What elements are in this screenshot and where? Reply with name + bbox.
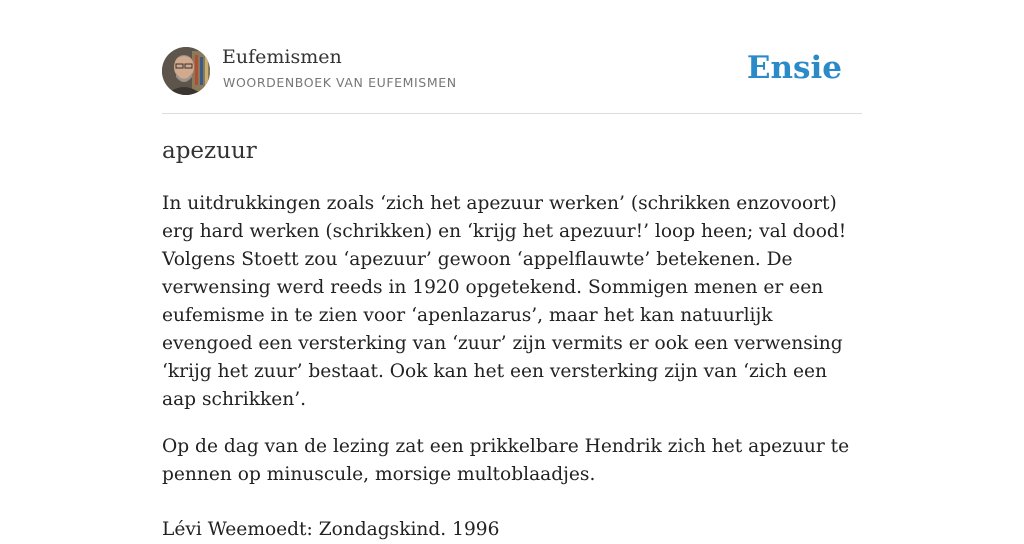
entry-definition: In uitdrukkingen zoals ‘zich het apezuur werken’ (schrikken enzovoort) erg hard werken (schrikken) en ‘krijg het apezuur!’ loop heen; val dood! Volgens Stoett zou ‘apezuur’ gewoon ‘appelflauwte’ betekenen. De verwensing werd reeds in 1920 opgetekend. Sommigen menen er een eufemisme in te zien voor ‘apenlazarus’, maar het kan natuurlijk evengoed een versterking van ‘zuur’ zijn vermits er ook een verwensing ‘krijg het zuur’ bestaat. Ook kan het een versterking zijn van ‘zich een aap schrikken’. <box>162 193 847 410</box>
avatar[interactable] <box>162 47 210 95</box>
brand-logo-link[interactable]: Ensie <box>746 50 842 86</box>
site-header <box>162 0 862 114</box>
site-subtitle: WOORDENBOEK VAN EUFEMISMEN <box>223 75 457 90</box>
entry-example: Op de dag van de lezing zat een prikkelbare Hendrik zich het apezuur te pennen op minuscule, morsige multoblaadjes. <box>162 436 850 485</box>
entry-citation: Lévi Weemoedt: Zondagskind. 1996 <box>162 519 500 540</box>
page-header-container <box>162 0 862 114</box>
site-title[interactable]: Eufemismen <box>222 46 342 68</box>
entry-content <box>162 190 862 544</box>
entry-term-heading: apezuur <box>162 138 257 164</box>
avatar-portrait-icon <box>162 47 210 95</box>
